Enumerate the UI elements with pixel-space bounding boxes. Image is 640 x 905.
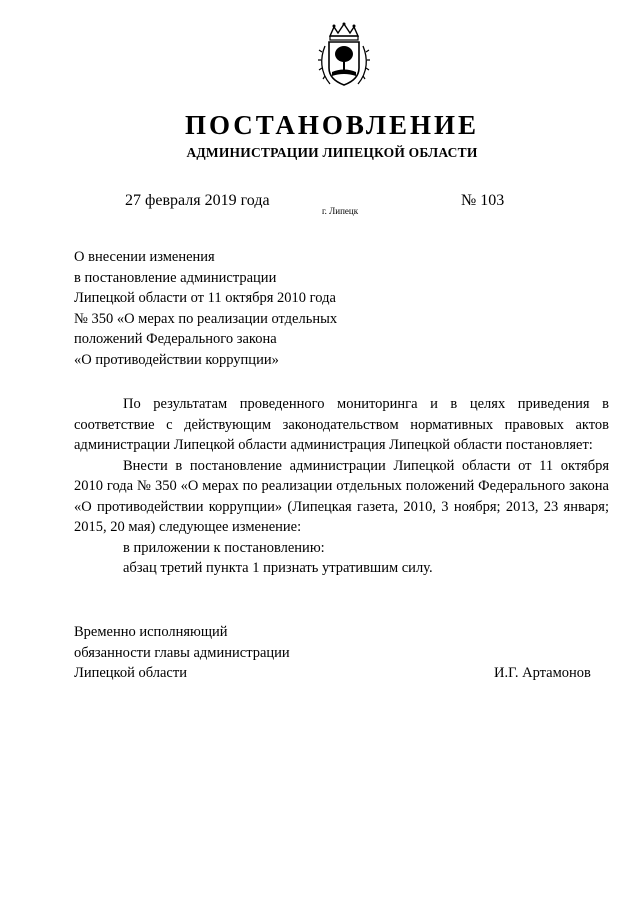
signatory-position-line: Липецкой области bbox=[74, 665, 187, 681]
issuer-heading: АДМИНИСТРАЦИИ ЛИПЕЦКОЙ ОБЛАСТИ bbox=[186, 145, 478, 160]
document-date: 27 февраля 2019 года bbox=[125, 192, 270, 209]
subject-line: в постановление администрации bbox=[74, 269, 277, 286]
signatory-position-line: Временно исполняющий bbox=[74, 624, 228, 640]
coat-of-arms-icon bbox=[316, 22, 372, 88]
document-type-heading: ПОСТАНОВЛЕНИЕ bbox=[184, 110, 480, 140]
document-subject bbox=[74, 247, 337, 370]
document-body bbox=[74, 394, 609, 579]
document-number: № 103 bbox=[461, 192, 505, 209]
clause-intro-paragraph: в приложении к постановлению: bbox=[123, 539, 325, 556]
resolution-paragraph: Внести в постановление администрации Липецкой области от 11 октября 2010 года № 350 «О мерах по реализации отдельных положений Федерального закона «О противодействии коррупции» (Липецкая газета, 2010, 3 ноября; 2013, 23 января; 2015, 20 мая) следующее изменение: bbox=[74, 457, 609, 535]
clause-paragraph: абзац третий пункта 1 признать утратившим силу. bbox=[123, 560, 433, 576]
subject-line: О внесении изменения bbox=[74, 249, 215, 265]
signatory-position-line: обязанности главы администрации bbox=[74, 644, 290, 661]
document-city: г. Липецк bbox=[322, 206, 359, 216]
subject-line: «О противодействии коррупции» bbox=[74, 351, 279, 368]
signatory-position bbox=[74, 622, 290, 684]
subject-line: Липецкой области от 11 октября 2010 года bbox=[74, 290, 336, 306]
preamble-paragraph: По результатам проведенного мониторинга и в целях приведения в соответствие с действующим законодательством нормативных правовых актов администрации Липецкой области администрация Липецкой области постановляет: bbox=[74, 396, 609, 453]
signatory-name: И.Г. Артамонов bbox=[494, 665, 591, 681]
subject-line: № 350 «О мерах по реализации отдельных bbox=[74, 310, 338, 327]
subject-line: положений Федерального закона bbox=[74, 331, 277, 347]
